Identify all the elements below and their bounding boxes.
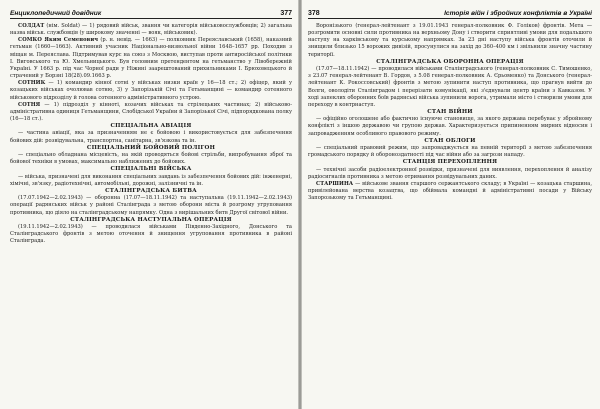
entry-heading: СТАЛІНГРАДСЬКА БИТВА bbox=[105, 188, 197, 195]
entry-body: — 1) підрозділ у кінноті, козачих військах та стрілецьких частинах; 2) військово-адміністративна одиниця Гетьманщини, Слобідської України й Запорізької Січі, підпорядкована полку (16—18 ст.). bbox=[10, 101, 292, 123]
entry bbox=[10, 37, 292, 80]
entry bbox=[10, 23, 292, 37]
right-page-text bbox=[308, 23, 592, 202]
entry-body: (17.07—18.11.1942) — проводилася військами Сталінградського (генерал-полковник С. Тимошенко, з 23.07 генерал-лейтенант В. Гордов, з 5.08 генерал-полковник А. Єрьоменко) та Донського (генерал-лейтенант К. Рокоссовський) фронтів з метою зупинити наступ противника, що прагнув вийти до Волги, оволодіти Сталінградом і перерізати комунікації, які з'єднували центр країни з Кавказом. У ході запеклих оборонних боїв радянські війська зупинили ворога, утримали місто і створили умови для переходу в контрнаступ. bbox=[308, 66, 592, 108]
entry bbox=[10, 80, 292, 101]
entry-body: — спеціальний правовий режим, що запроваджується на певній території з метою забезпечення громадського порядку й обороноздатності під час війни або за загрози нападу. bbox=[308, 145, 592, 159]
entry-body: — технічні засоби радіоелектронної розвідки, призначені для виявлення, перехоплення й аналізу радіосигналів противника з метою отримання розвідувальних даних. bbox=[308, 166, 592, 180]
entry-term: СОТНЯ bbox=[18, 101, 41, 108]
entry-heading: СПЕЦІАЛЬНА АВІАЦІЯ bbox=[110, 123, 192, 130]
left-page-text bbox=[10, 23, 292, 246]
entry-body: (нім. Soldat) — 1) рядовий військ, звання чи категорія військовослужбовців; 2) загальна назва військ. службовців (у широкому значенні — вояк, військовик). bbox=[10, 23, 292, 37]
right-header-title: Історія війн і збройних конфліктів в Україні bbox=[444, 10, 592, 17]
entry-heading: СТАЛІНГРАДСЬКА ОБОРОННА ОПЕРАЦІЯ bbox=[376, 58, 524, 65]
entry-heading: СТАН ОБЛОГИ bbox=[424, 137, 476, 144]
entry-heading: СТАН ВІЙНИ bbox=[427, 109, 473, 116]
right-page bbox=[302, 0, 600, 409]
entry-body: (17.07.1942—2.02.1943) — оборонна (17.07—18.11.1942) та наступальна (19.11.1942—2.02.1943) операції радянських військ у районі Сталінграда з метою оборони міста й розгрому угруповання противника, що діяло на сталінградському напрямку. Одна з вирішальних битв Другої світової війни. bbox=[10, 195, 292, 216]
entry bbox=[10, 102, 292, 123]
entry-body: — 1) командир кінної сотні у військах низки країн у 16—18 ст.; 2) офіцер, який у козацьких військах очолював сотню, 3) у Запорізькій Січі та Гетьманщині — командир сотенного військового підрозділу й голова сотенного адміністративного устрою. bbox=[10, 80, 292, 101]
entry-body: — військове звання старшого сержантського складу; в Україні — козацька старшина, привілейована верства козацтва, що обіймала командні й адміністративні посади у Війську Запорозькому та Гетьманщині. bbox=[308, 181, 592, 202]
entry-heading: СТАНЦІЯ ПЕРЕХОПЛЕННЯ bbox=[402, 159, 498, 166]
entry-body: — спеціально обладнана місцевість, на якій проводяться бойові стрільби, випробування зброї та бойової техніки в умовах, максимально наближених до бойових. bbox=[10, 152, 292, 166]
right-running-header bbox=[308, 10, 592, 19]
entry-term: СОЛДАТ bbox=[18, 23, 45, 29]
entry-heading: СПЕЦІАЛЬНИЙ БОЙОВИЙ ПОЛІГОН bbox=[86, 144, 216, 151]
entry-heading: СТАЛІНГРАДСЬКА НАСТУПАЛЬНА ОПЕРАЦІЯ bbox=[70, 216, 232, 223]
right-page-number: 378 bbox=[308, 10, 320, 17]
entry-continuation: Воронізького (генерал-лейтенант з 19.01.1943 генерал-полковник Ф. Голіков) фронтів. Мета — розгромити основні сили противника на верхньому Дону і створити сприятливі умови для подальшого наступу на харківському та курському напрямках. За 23 дні наступу війська фронтів оточили й знищили близько 15 ворожих дивізій, просунулися на захід до 360–400 км і звільнили значну частину території. bbox=[308, 23, 592, 58]
entry-heading: СПЕЦІАЛЬНІ ВІЙСЬКА bbox=[110, 166, 192, 173]
entry-body: (р. н. невід. — 1663) — полковник Переяславський (1658), наказний гетьман (1660—1663). Активний учасник Національно-визвольної війни 1648–1657 рр. Походив з міщан м. Переяслава. Підтримував курс на союз з Москвою, виступав проти антиросійської політики І. Виговського та Ю. Хмельницького. Був головним претендентом на гетьманство у Лівобережній Україні. У 1663 р. під час Чорної ради у Ніжині заарештований прихильниками І. Брюховецького й страчений у Борзні 18(28).09.1663 р. bbox=[10, 37, 292, 80]
entry-body: (19.11.1942—2.02.1943) — проводилася військами Південно-Західного, Донського та Сталінградського фронтів з метою оточення й знищення угруповання противника в районі Сталінграда. bbox=[10, 224, 292, 245]
left-page-number: 377 bbox=[280, 10, 292, 17]
entry-term: СОТНИК bbox=[18, 80, 46, 87]
left-page bbox=[0, 0, 298, 409]
left-header-title: Енциклопедичний довідник bbox=[10, 10, 102, 17]
entry-body: — офіційно оголошене або фактично існуюче становище, за якого держава перебуває у збройному конфлікті з іншою державою чи групою держав. Характеризується припиненням мирних відносин і запровадженням особливого правового режиму. bbox=[308, 116, 592, 137]
entry-body: — частина авіації, яка за призначенням не є бойовою і використовується для забезпечення бойових дій: розвідувальна, транспортна, санітарна, зв'язкова та ін. bbox=[10, 130, 292, 144]
entry-term: СОМКО Яким Семенович bbox=[18, 37, 99, 44]
entry-body: — війська, призначені для виконання спеціальних завдань із забезпечення бойових дій: інженерні, хімічні, зв'язку, радіотехнічні, автомобільні, дорожні, залізничні та ін. bbox=[10, 173, 292, 187]
left-running-header bbox=[10, 10, 292, 19]
entry-term: СТАРШИНА bbox=[316, 181, 354, 187]
entry bbox=[308, 181, 592, 202]
